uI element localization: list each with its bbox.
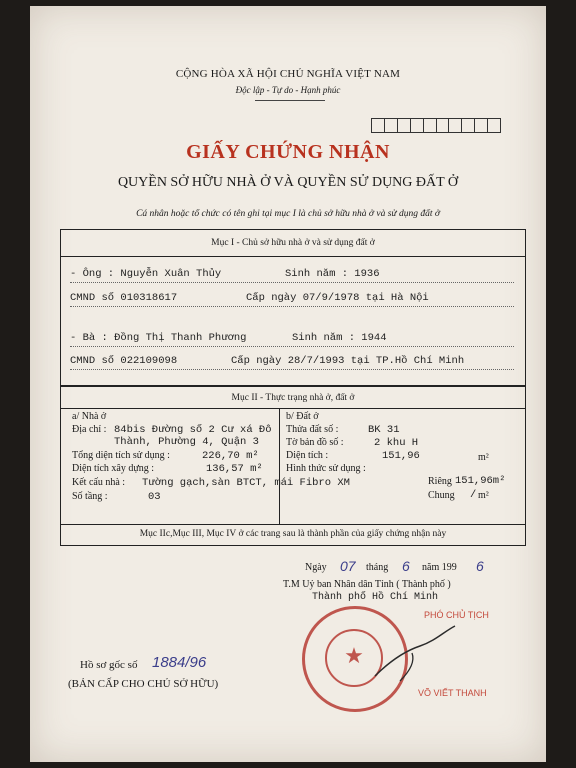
- section-2-title: Mục II - Thực trạng nhà ở, đất ở: [231, 393, 355, 403]
- date-prefix: Ngày: [305, 562, 327, 573]
- house-floors-value: 03: [148, 491, 161, 503]
- land-header: b/ Đất ở: [286, 411, 319, 422]
- authority-line-2: Thành phố Hồ Chí Minh: [312, 592, 439, 603]
- signer-position: PHÓ CHỦ TỊCH: [424, 610, 489, 620]
- certificate-title: GIẤY CHỨNG NHẬN: [186, 141, 390, 163]
- authority-line-1: T.M Uỷ ban Nhân dân Tỉnh ( Thành phố ): [283, 579, 451, 590]
- land-area-unit: m²: [478, 452, 489, 463]
- national-name: CỘNG HÒA XÃ HỘI CHỦ NGHĨA VIỆT NAM: [175, 68, 401, 80]
- house-address-value-2: Thành, Phường 4, Quận 3: [114, 436, 259, 448]
- section-1-divider: [61, 256, 525, 257]
- land-area-label: Diện tích :: [286, 450, 329, 461]
- owner1-issued: Cấp ngày 07/9/1978 tại Hà Nội: [246, 292, 429, 304]
- land-usage-label: Hình thức sử dụng :: [286, 463, 366, 474]
- land-area-value: 151,96: [382, 450, 420, 462]
- house-built-area-label: Diện tích xây dựng :: [72, 463, 155, 474]
- land-shared-label: Chung: [428, 490, 455, 501]
- date-month: 6: [402, 558, 410, 574]
- certificate-subtitle: QUYỀN SỞ HỮU NHÀ Ở VÀ QUYỀN SỬ DỤNG ĐẤT Ở: [117, 175, 459, 190]
- land-plot-label: Thửa đất số :: [286, 424, 339, 435]
- owner2-id: CMND số 022109098: [70, 355, 178, 367]
- house-structure-value: Tường gạch,sàn BTCT, mái Fibro XM: [142, 477, 350, 489]
- national-motto: Độc lập - Tự do - Hạnh phúc: [235, 85, 341, 95]
- serial-number-boxes: [371, 118, 501, 133]
- motto-underline: [255, 100, 325, 101]
- owner2-name: - Bà : Đồng Thị Thanh Phương: [70, 332, 247, 344]
- land-map-value: 2 khu H: [374, 437, 419, 449]
- house-built-area-value: 136,57 m²: [206, 463, 263, 475]
- owner1-line1: [70, 282, 514, 283]
- signature-scribble: [370, 621, 460, 691]
- house-address-value: 84bis Đường số 2 Cư xá Đô: [114, 424, 272, 436]
- certificate-page: [30, 6, 546, 762]
- date-month-label: tháng: [366, 562, 389, 573]
- record-label: Hồ sơ gốc số: [80, 659, 138, 671]
- section-2-divider: [61, 408, 525, 409]
- house-total-area-value: 226,70 m²: [202, 450, 259, 462]
- record-copy-note: (BẢN CẤP CHO CHỦ SỞ HỮU): [68, 678, 219, 690]
- footer-note: Mục IIc,Mục III, Mục IV ở các trang sau là thành phần của giấy chứng nhận này: [139, 529, 447, 539]
- owner2-issued: Cấp ngày 28/7/1993 tại TP.Hồ Chí Minh: [231, 355, 465, 367]
- signer-name: VÕ VIẾT THANH: [418, 688, 487, 698]
- section-1-title: Mục I - Chủ sở hữu nhà ở và sử dụng đất ở: [211, 238, 375, 248]
- intro-text: Cá nhân hoặc tổ chức có tên ghi tại mục I là chủ sở hữu nhà ở và sử dụng đất ở: [136, 209, 440, 219]
- section-2-column-divider: [279, 408, 280, 524]
- house-total-area-label: Tổng diện tích sử dụng :: [72, 450, 170, 461]
- owner2-line2: [70, 369, 514, 370]
- date-year-label: năm 199: [422, 562, 457, 573]
- land-shared-unit: m²: [478, 490, 489, 501]
- house-floors-label: Số tầng :: [72, 491, 108, 502]
- house-structure-label: Kết cấu nhà :: [72, 477, 126, 488]
- owner1-id: CMND số 010318617: [70, 292, 178, 304]
- owner1-birth: Sinh năm : 1936: [285, 268, 380, 280]
- owner2-birth: Sinh năm : 1944: [292, 332, 387, 344]
- record-number: 1884/96: [152, 654, 207, 671]
- land-plot-value: BK 31: [368, 424, 400, 436]
- star-icon: ★: [344, 643, 364, 668]
- owner1-name: - Ông : Nguyễn Xuân Thủy: [70, 268, 222, 280]
- house-address-label: Địa chỉ :: [72, 424, 107, 435]
- date-year-digit: 6: [476, 558, 484, 574]
- owner1-line2: [70, 306, 514, 307]
- house-header: a/ Nhà ở: [72, 411, 107, 422]
- land-private-value: 151,96m²: [455, 475, 506, 487]
- date-day: 07: [340, 558, 356, 574]
- land-shared-value: /: [470, 489, 477, 501]
- land-map-label: Tờ bản đồ số :: [286, 437, 344, 448]
- owner2-line1: [70, 346, 514, 347]
- land-private-label: Riêng: [428, 476, 452, 487]
